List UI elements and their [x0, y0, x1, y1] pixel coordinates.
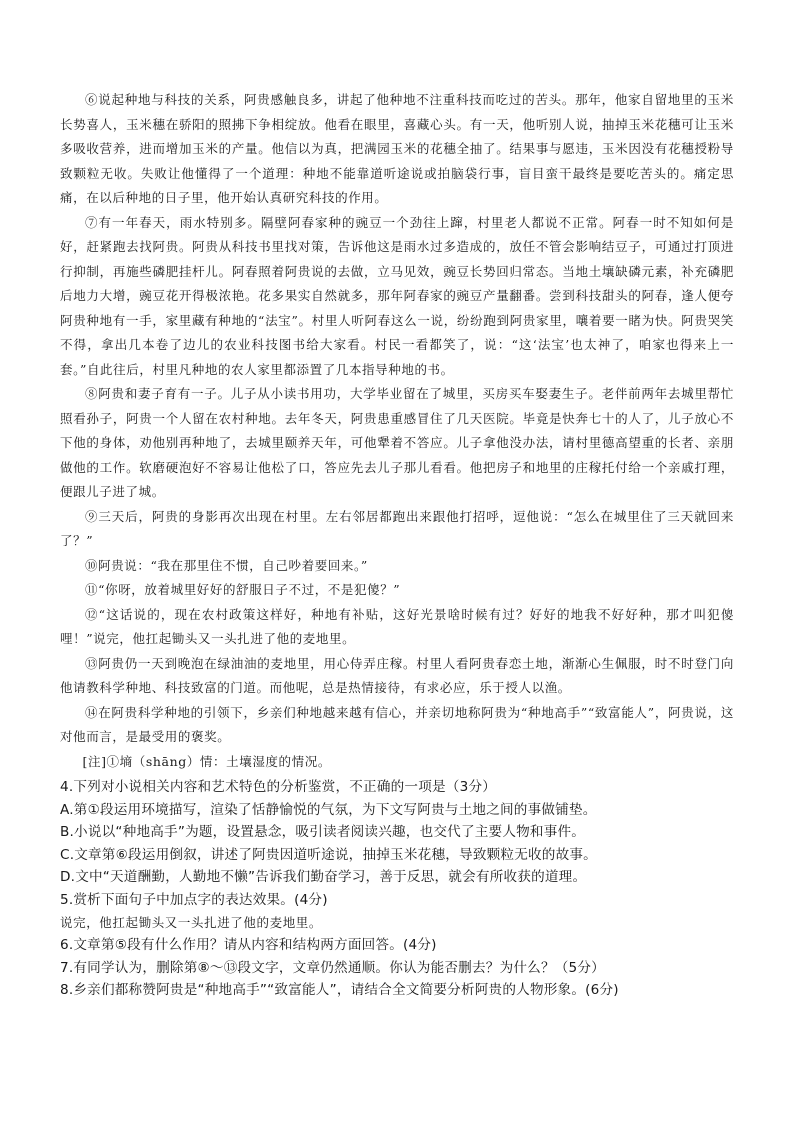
- story-text: [60, 88, 734, 774]
- paragraph-8: ⑧阿贵和妻子育有一子。儿子从小读书用功，大学毕业留在了城里，买房买车娶妻生子。老伴前两年去城里帮忙照看孙子，阿贵一个人留在农村种地。去年冬天，阿贵患重感冒住了几天医院。毕竟是快奔七十的人了，儿子放心不下他的身体，劝他别再种地了，去城里颐养天年，可他犟着不答应。儿子拿他没办法，请村里德高望重的长者、亲朋做他的工作。软磨硬泡好不容易让他松了口，答应先去儿子那儿看看。他把房子和地里的庄稼托付给一个亲戚打理，便跟儿子进了城。: [60, 386, 734, 499]
- question-6: 6.文章第⑤段有什么作用？请从内容和结构两方面回答。(4分): [60, 937, 437, 954]
- paragraph-14: ⑭在阿贵科学种地的引领下，乡亲们种地越来越有信心，并亲切地称阿贵为“种地高手”“致富能人”，阿贵说，这对他而言，是最受用的褒奖。: [60, 704, 734, 744]
- question-5: 5.赏析下面句子中加点字的表达效果。(4分): [60, 891, 328, 908]
- question-section: [60, 776, 734, 1002]
- question-5-quote: 说完，他扛起锄头又一头扎进了他的麦地里。: [60, 914, 323, 930]
- option-b: B.小说以“种地高手”为题，设置悬念，吸引读者阅读兴趣，也交代了主要人物和事件。: [60, 824, 586, 841]
- paragraph-12: ⑫“这话说的，现在农村政策这样好，种地有补贴，这好光景啥时候有过？好好的地我不好好种，那才叫犯傻哩！”说完，他扛起锄头又一头扎进了他的麦地里。: [60, 606, 734, 646]
- option-a: A.第①段运用环境描写，渲染了恬静愉悦的气氛，为下文写阿贵与土地之间的事做铺垫。: [60, 801, 597, 818]
- paragraph-7: ⑦有一年春天，雨水特别多。隔壁阿春家种的豌豆一个劲往上蹿，村里老人都说不正常。阿春一时不知如何是好，赶紧跑去找阿贵。阿贵从科技书里找对策，告诉他这是雨水过多造成的，放任不管会影响结豆子，可通过打顶进行抑制，再施些磷肥挂杆儿。阿春照着阿贵说的去做，立马见效，豌豆长势回归常态。当地土壤缺磷元素，补充磷肥后地力大增，豌豆花开得极浓艳。花多果实自然就多，那年阿春家的豌豆产量翻番。尝到科技甜头的阿春，逢人便夸阿贵种地有一手，家里藏有种地的“法宝”。村里人听阿春这么一说，纷纷跑到阿贵家里，嚷着要一睹为快。阿贵哭笑不得，拿出几本卷了边儿的农业科技图书给大家看。村民一看都笑了，说：“这‘法宝’也太神了，咱家也得来上一套。”自此往后，村里凡种地的农人家里都添置了几本指导种地的书。: [60, 214, 734, 377]
- paragraph-10: ⑩阿贵说：“我在那里住不惯，自己吵着要回来。”: [85, 557, 368, 573]
- paragraph-13: ⑬阿贵仍一天到晚泡在绿油油的麦地里，用心侍弄庄稼。村里人看阿贵春恋土地，渐渐心生佩服，时不时登门向他请教科学种地、科技致富的门道。而他呢，总是热情接待，有求必应，乐于授人以渔。: [60, 655, 734, 695]
- option-c: C.文章第⑥段运用倒叙，讲述了阿贵因道听途说，抽掉玉米花穗，导致颗粒无收的故事。: [60, 846, 597, 863]
- paragraph-9: ⑨三天后，阿贵的身影再次出现在村里。左右邻居都跑出来跟他打招呼，逗他说：“怎么在城里住了三天就回来了？”: [60, 508, 734, 548]
- footnote: [注]①墒（shāng）情：土壤湿度的情况。: [82, 753, 331, 769]
- option-d: D.文中“天道酬勤，人勤地不懒”告诉我们勤奋学习，善于反思，就会有所收获的道理。: [60, 869, 587, 886]
- paragraph-6: ⑥说起种地与科技的关系，阿贵感触良多，讲起了他种地不注重科技而吃过的苦头。那年，他家自留地里的玉米长势喜人，玉米穗在骄阳的照拂下争相绽放。他看在眼里，喜藏心头。有一天，他听别人说，抽掉玉米花穗可让玉米多吸收营养，进而增加玉米的产量。他信以为真，把满园玉米的花穗全抽了。结果事与愿违，玉米因没有花穗授粉导致颗粒无收。失败让他懂得了一个道理：种地不能靠道听途说或拍脑袋行事，盲目蛮干最终是要吃苦头的。痛定思痛，在以后种地的日子里，他开始认真研究科技的作用。: [60, 92, 734, 205]
- question-7: 7.有同学认为，删除第⑧～⑬段文字，文章仍然通顺。你认为能否删去？为什么？（5分）: [60, 959, 605, 976]
- paragraph-11: ⑪“你呀，放着城里好好的舒服日子不过，不是犯傻？”: [85, 582, 401, 597]
- question-4: 4.下列对小说相关内容和艺术特色的分析鉴赏，不正确的一项是（3分）: [60, 779, 497, 795]
- question-8: 8.乡亲们都称赞阿贵是“种地高手”“致富能人”，请结合全文简要分析阿贵的人物形象。(6分): [60, 982, 619, 999]
